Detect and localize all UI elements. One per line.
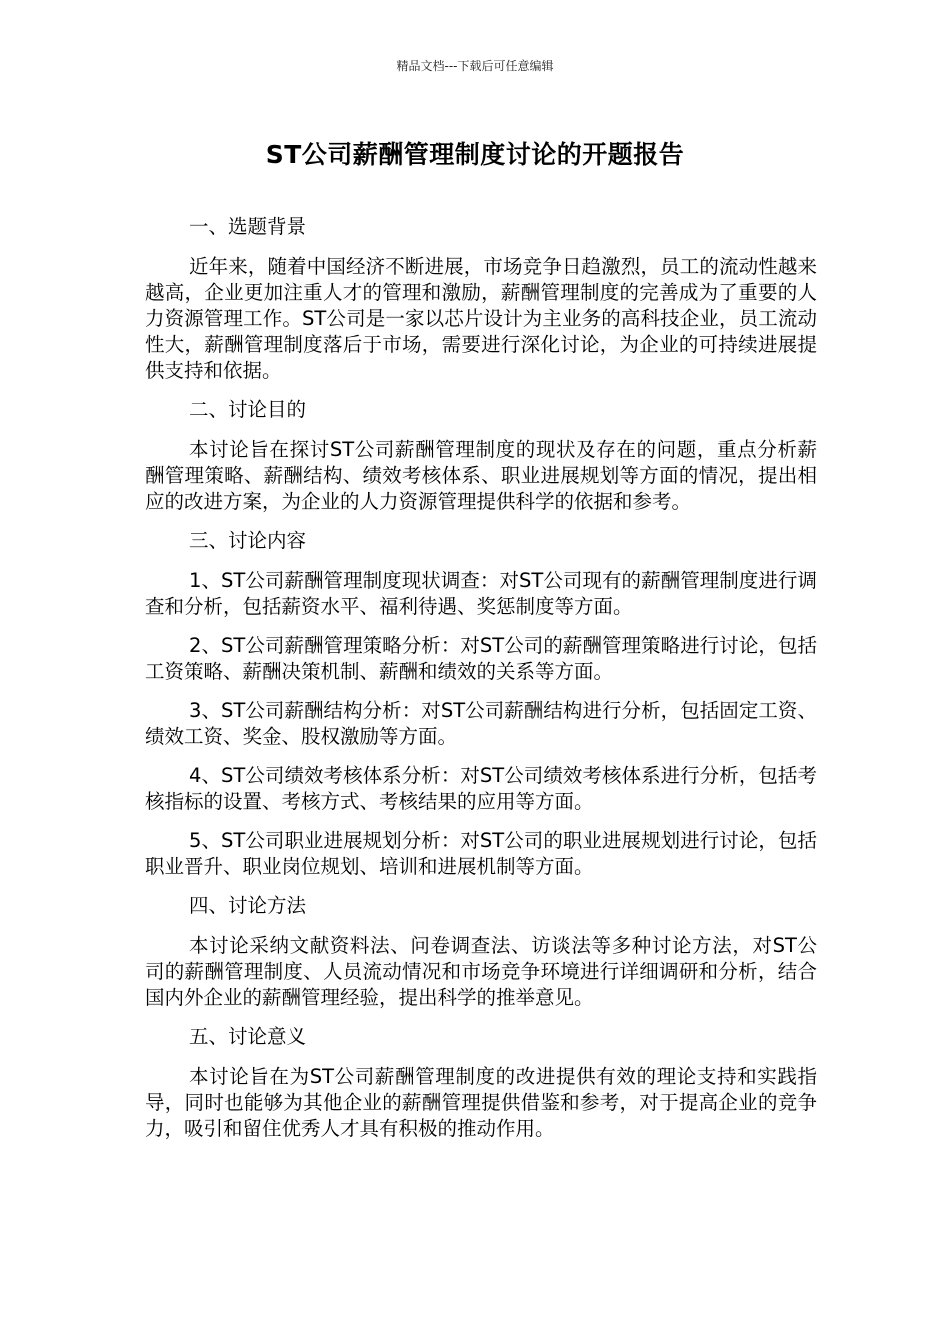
section-heading-background: 一、选题背景 [189,215,307,238]
section-heading-content: 三、讨论内容 [189,529,307,552]
content-item: 4、ST公司绩效考核体系分析：对ST公司绩效考核体系进行分析，包括考核指标的设置、考核方式、考核结果的应用等方面。 [145,764,817,813]
section-body-background: 近年来，随着中国经济不断进展，市场竞争日趋激烈，员工的流动性越来越高，企业更加注重人才的管理和激励，薪酬管理制度的完善成为了重要的人力资源管理工作。ST公司是一家以芯片设计为主业务的高科技企业，员工流动性大，薪酬管理制度落后于市场，需要进行深化讨论，为企业的可持续进展提供支持和依据。 [145,255,817,382]
page-header: 精品文档---下载后可任意编辑 [396,59,554,73]
document-title: ST公司薪酬管理制度讨论的开题报告 [265,140,685,169]
section-body-method: 本讨论采纳文献资料法、问卷调查法、访谈法等多种讨论方法，对ST公司的薪酬管理制度、人员流动情况和市场竞争环境进行详细调研和分析，结合国内外企业的薪酬管理经验，提出科学的推举意见。 [145,934,817,1009]
document-body [145,214,817,1155]
content-item: 3、ST公司薪酬结构分析：对ST公司薪酬结构进行分析，包括固定工资、绩效工资、奖金、股权激励等方面。 [145,699,817,748]
content-item: 1、ST公司薪酬管理制度现状调查：对ST公司现有的薪酬管理制度进行调查和分析，包括薪资水平、福利待遇、奖惩制度等方面。 [145,569,817,618]
content-item: 5、ST公司职业进展规划分析：对ST公司的职业进展规划进行讨论，包括职业晋升、职业岗位规划、培训和进展机制等方面。 [145,829,817,878]
content-item: 2、ST公司薪酬管理策略分析：对ST公司的薪酬管理策略进行讨论，包括工资策略、薪酬决策机制、薪酬和绩效的关系等方面。 [145,634,817,683]
section-body-significance: 本讨论旨在为ST公司薪酬管理制度的改进提供有效的理论支持和实践指导，同时也能够为其他企业的薪酬管理提供借鉴和参考，对于提高企业的竞争力，吸引和留住优秀人才具有积极的推动作用。 [145,1065,817,1140]
section-heading-purpose: 二、讨论目的 [189,398,307,421]
section-heading-significance: 五、讨论意义 [189,1025,307,1048]
section-heading-method: 四、讨论方法 [189,894,307,917]
section-body-purpose: 本讨论旨在探讨ST公司薪酬管理制度的现状及存在的问题，重点分析薪酬管理策略、薪酬结构、绩效考核体系、职业进展规划等方面的情况，提出相应的改进方案，为企业的人力资源管理提供科学的依据和参考。 [145,438,817,513]
